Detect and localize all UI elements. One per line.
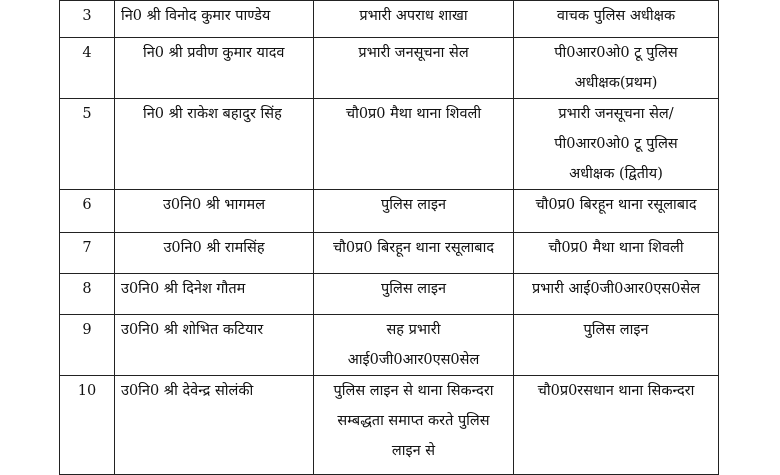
table-row [60,274,719,315]
transfer-table [59,0,719,475]
current-posting [314,315,514,376]
new-posting-line: अधीक्षक(प्रथम) [574,75,658,91]
current-posting-line: चौ0प्र0 मैथा थाना शिवली [345,106,482,122]
new-posting-line: पुलिस लाइन [583,322,649,338]
new-posting-line: पी0आर0ओ0 टू पुलिस [554,136,678,152]
serial-number: 6 [60,190,115,233]
new-posting-line: प्रभारी जनसूचना सेल/ [558,106,674,122]
current-posting-line: प्रभारी अपराध शाखा [359,8,468,24]
serial-number: 10 [60,376,115,475]
table-row [60,376,719,475]
new-posting [514,274,719,315]
new-posting [514,38,719,99]
new-posting-line: चौ0प्र0 बिरहून थाना रसूलाबाद [535,197,697,213]
officer-name: नि0 श्री प्रवीण कुमार यादव [115,38,314,99]
officer-name: उ0नि0 श्री दिनेश गौतम [115,274,314,315]
new-posting [514,99,719,190]
new-posting [514,315,719,376]
new-posting-line: चौ0प्र0रसधान थाना सिकन्दरा [537,383,695,399]
serial-number: 7 [60,233,115,274]
table-row [60,190,719,233]
new-posting-line: प्रभारी आई0जी0आर0एस0सेल [531,281,701,297]
serial-number: 5 [60,99,115,190]
current-posting-line: पुलिस लाइन से थाना सिकन्दरा [333,383,494,399]
table-row [60,38,719,99]
current-posting-line: चौ0प्र0 बिरहून थाना रसूलाबाद [332,240,495,256]
current-posting-line: सह प्रभारी [386,322,441,338]
current-posting [314,99,514,190]
current-posting [314,233,514,274]
new-posting [514,1,719,38]
officer-name: उ0नि0 श्री शोभित कटियार [115,315,314,376]
table-row [60,1,719,38]
table-row [60,99,719,190]
new-posting [514,190,719,233]
new-posting-line: पी0आर0ओ0 टू पुलिस [554,45,678,61]
serial-number: 3 [60,1,115,38]
new-posting-line: वाचक पुलिस अधीक्षक [556,8,676,24]
serial-number: 9 [60,315,115,376]
serial-number: 4 [60,38,115,99]
table-row [60,315,719,376]
current-posting [314,190,514,233]
current-posting [314,274,514,315]
current-posting-line: आई0जी0आर0एस0सेल [347,352,480,368]
officer-name: उ0नि0 श्री भागमल [115,190,314,233]
new-posting-line: अधीक्षक (द्वितीय) [569,166,663,182]
current-posting-line: प्रभारी जनसूचना सेल [358,45,469,61]
officer-name: उ0नि0 श्री रामसिंह [115,233,314,274]
new-posting [514,376,719,475]
new-posting-line: चौ0प्र0 मैथा थाना शिवली [548,240,684,256]
officer-name: नि0 श्री विनोद कुमार पाण्डेय [115,1,314,38]
current-posting [314,1,514,38]
current-posting-line: सम्बद्धता समाप्त करते पुलिस [337,413,490,429]
current-posting [314,38,514,99]
current-posting [314,376,514,475]
serial-number: 8 [60,274,115,315]
officer-name: उ0नि0 श्री देवेन्द्र सोलंकी [115,376,314,475]
current-posting-line: लाइन से [391,443,436,459]
current-posting-line: पुलिस लाइन [381,281,446,297]
new-posting [514,233,719,274]
officer-name: नि0 श्री राकेश बहादुर सिंह [115,99,314,190]
current-posting-line: पुलिस लाइन [381,197,446,213]
table-row [60,233,719,274]
